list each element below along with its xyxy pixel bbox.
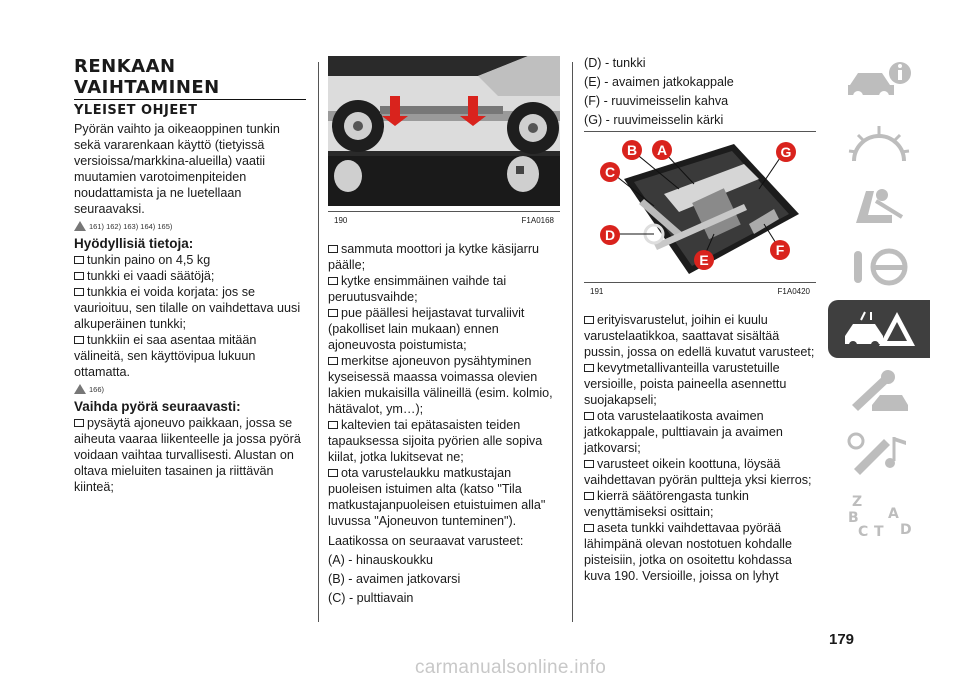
- svg-text:A: A: [888, 506, 899, 522]
- checkbox-icon: [584, 364, 594, 372]
- emergency-triangle-icon: [841, 306, 917, 352]
- list-item: erityisvarustelut, joihin ei kuulu varustelaatikkoa, saattavat sisältää pussin, jossa on edellä kuvatut varusteet;: [584, 313, 815, 359]
- figure-caption-rule: [328, 211, 560, 212]
- checkbox-icon: [328, 421, 338, 429]
- heading-tips: Hyödyllisiä tietoja:: [74, 236, 194, 251]
- title-rule: [74, 99, 306, 100]
- dashboard-lights-icon: [844, 121, 914, 165]
- warning-refs-2: [74, 382, 306, 396]
- callout-f: F: [770, 240, 790, 260]
- wrench-car-icon: [844, 369, 914, 413]
- tab-index[interactable]: [828, 486, 930, 544]
- heading-change: Vaihda pyörä seuraavasti:: [74, 399, 241, 414]
- callout-b: B: [622, 140, 642, 160]
- page-number: 179: [829, 631, 855, 648]
- tab-dashboard-lights[interactable]: [828, 114, 930, 172]
- col1-body: [74, 121, 306, 495]
- svg-text:Z: Z: [852, 494, 863, 510]
- checkbox-icon: [74, 272, 84, 280]
- seat-airbag-icon: [844, 183, 914, 227]
- section-title: [74, 56, 220, 98]
- list-item: tunkin paino on 4,5 kg: [74, 252, 306, 268]
- figure-top-rule: [584, 131, 816, 132]
- music-nav-icon: [844, 431, 914, 475]
- checkbox-icon: [74, 419, 84, 427]
- list-item: pue päällesi heijastavat turvaliivit (pakolliset lain mukaan) ennen ajoneuvosta poistumista;: [328, 306, 525, 352]
- column-2: [328, 0, 560, 683]
- checkbox-icon: [74, 336, 84, 344]
- chapter-tabs: [828, 52, 930, 548]
- list-item: merkitse ajoneuvon pysähtyminen kyseisessä maassa voimassa olevien lakien mukaisilla välineillä (esim. kolmio, hätävalot, ym…);: [328, 354, 553, 416]
- kit-item: (E) - avaimen jatkokappale: [584, 75, 734, 89]
- van-jacking-point-illustration: [328, 56, 560, 206]
- tab-key-steering[interactable]: [828, 238, 930, 296]
- section-title-line2: VAIHTAMINEN: [74, 77, 220, 98]
- warning-refs-text: 161) 162) 163) 164) 165): [89, 221, 173, 231]
- figure-caption: [334, 216, 554, 225]
- list-item: kaltevien tai epätasaisten teiden tapauksessa sijoita pyörien alle sopiva kiilat, jotka lukitsevat ne;: [328, 418, 543, 464]
- warning-icon: [74, 221, 86, 231]
- column-1: [74, 0, 306, 683]
- figure-code: F1A0168: [521, 216, 554, 225]
- callout-d: D: [600, 225, 620, 245]
- list-item: tunkki ei vaadi säätöjä;: [74, 268, 306, 284]
- figure-code: F1A0420: [777, 287, 810, 296]
- col3-body: [584, 312, 816, 584]
- tab-car-info[interactable]: [828, 52, 930, 110]
- figure-number: 190: [334, 216, 348, 225]
- tab-maintenance[interactable]: [828, 362, 930, 420]
- kit-intro: Laatikossa on seuraavat varusteet:: [328, 534, 524, 548]
- list-item: tunkkiin ei saa asentaa mitään välineitä, sen käyttövipua lukuun ottamatta.: [74, 333, 257, 379]
- figure-caption-rule: [584, 282, 816, 283]
- svg-text:C: C: [858, 524, 869, 540]
- tab-seat-airbag[interactable]: [828, 176, 930, 234]
- figure-190: [328, 56, 560, 206]
- checkbox-icon: [584, 316, 594, 324]
- warning-refs-text: 166): [89, 384, 105, 394]
- column-divider: [572, 62, 573, 622]
- checkbox-icon: [74, 288, 84, 296]
- checkbox-icon: [584, 412, 594, 420]
- tab-multimedia[interactable]: [828, 424, 930, 482]
- callout-g: G: [776, 142, 796, 162]
- list-item: ota varustelaukku matkustajan puoleisen istuimen alta (katso "Tila matkustajanpuoleisen etuistuimen alla" luvussa "Ajoneuvon tunteminen").: [328, 466, 546, 528]
- kit-item: (F) - ruuvimeisselin kahva: [584, 94, 729, 108]
- warning-refs-1: [74, 219, 306, 233]
- col2-body: [328, 241, 560, 608]
- key-steering-icon: [844, 245, 914, 289]
- watermark[interactable]: carmanualsonline.info: [415, 657, 607, 678]
- subtitle-general: YLEISET OHJEET: [74, 103, 198, 118]
- checkbox-icon: [328, 309, 338, 317]
- kit-item: (G) - ruuvimeisselin kärki: [584, 113, 724, 127]
- list-item: kierrä säätörengasta tunkin venyttämiseksi osittain;: [584, 489, 749, 519]
- figure-caption: [590, 287, 810, 296]
- callout-e: E: [694, 250, 714, 270]
- checkbox-icon: [74, 256, 84, 264]
- column-3: [584, 0, 816, 683]
- list-item: kytke ensimmäinen vaihde tai peruutusvaihde;: [328, 274, 507, 304]
- checkbox-icon: [328, 357, 338, 365]
- warning-icon: [74, 384, 86, 394]
- callout-c: C: [600, 162, 620, 182]
- svg-text:B: B: [848, 510, 859, 526]
- kit-item: (C) - pulttiavain: [328, 591, 414, 605]
- list-item: ota varustelaatikosta avaimen jatkokappale, pulttiavain ja avaimen jatkovarsi;: [584, 409, 783, 455]
- checkbox-icon: [328, 277, 338, 285]
- list-item: kevytmetallivanteilla varustetuille versioille, poista paineella asennettu suojakapseli;: [584, 361, 787, 407]
- figure-191: [584, 134, 816, 280]
- list-item: pysäytä ajoneuvo paikkaan, jossa se aiheuta vaaraa liikenteelle ja jossa pyörä voidaan vaihtaa turvallisesti. Alustan on oltava mieluiten tasainen ja riittävän kiinteä;: [74, 416, 301, 494]
- checkbox-icon: [584, 460, 594, 468]
- callout-a: A: [652, 140, 672, 160]
- alphabet-index-icon: [844, 490, 914, 540]
- column-divider: [318, 62, 319, 622]
- kit-item: (A) - hinauskoukku: [328, 553, 433, 567]
- checkbox-icon: [328, 245, 338, 253]
- kit-item: (D) - tunkki: [584, 56, 646, 70]
- list-item: aseta tunkki vaihdettavaa pyörää lähimpänä olevan nostotuen kohdalle pisteisiin, jotka on osoitettu kohdassa kuva 190. Versioille, joissa on lyhyt: [584, 521, 792, 583]
- tab-emergency[interactable]: [828, 300, 930, 358]
- checkbox-icon: [328, 469, 338, 477]
- list-item: varusteet oikein koottuna, löysää vaihdettavan pyörän pultteja yksi kierros;: [584, 457, 812, 487]
- list-item: tunkkia ei voida korjata: jos se vaurioituu, sen tilalle on vaihdettava uusi alkuperäinen tunkki;: [74, 285, 301, 331]
- car-info-icon: [844, 59, 914, 103]
- svg-text:T: T: [874, 524, 884, 540]
- intro-paragraph: Pyörän vaihto ja oikeaoppinen tunkin sekä vararenkaan käyttö (tietyissä versioissa/markkina-alueilla) vaatii muutamien varotoimenpiteiden noudattamista ja ne luetellaan seuraavaksi.: [74, 122, 280, 216]
- section-title-line1: RENKAAN: [74, 56, 176, 77]
- checkbox-icon: [584, 524, 594, 532]
- col3-kit-list: [584, 54, 816, 130]
- list-item: sammuta moottori ja kytke käsijarru päälle;: [328, 242, 540, 272]
- kit-item: (B) - avaimen jatkovarsi: [328, 572, 461, 586]
- svg-text:D: D: [900, 522, 912, 538]
- figure-number: 191: [590, 287, 604, 296]
- checkbox-icon: [584, 492, 594, 500]
